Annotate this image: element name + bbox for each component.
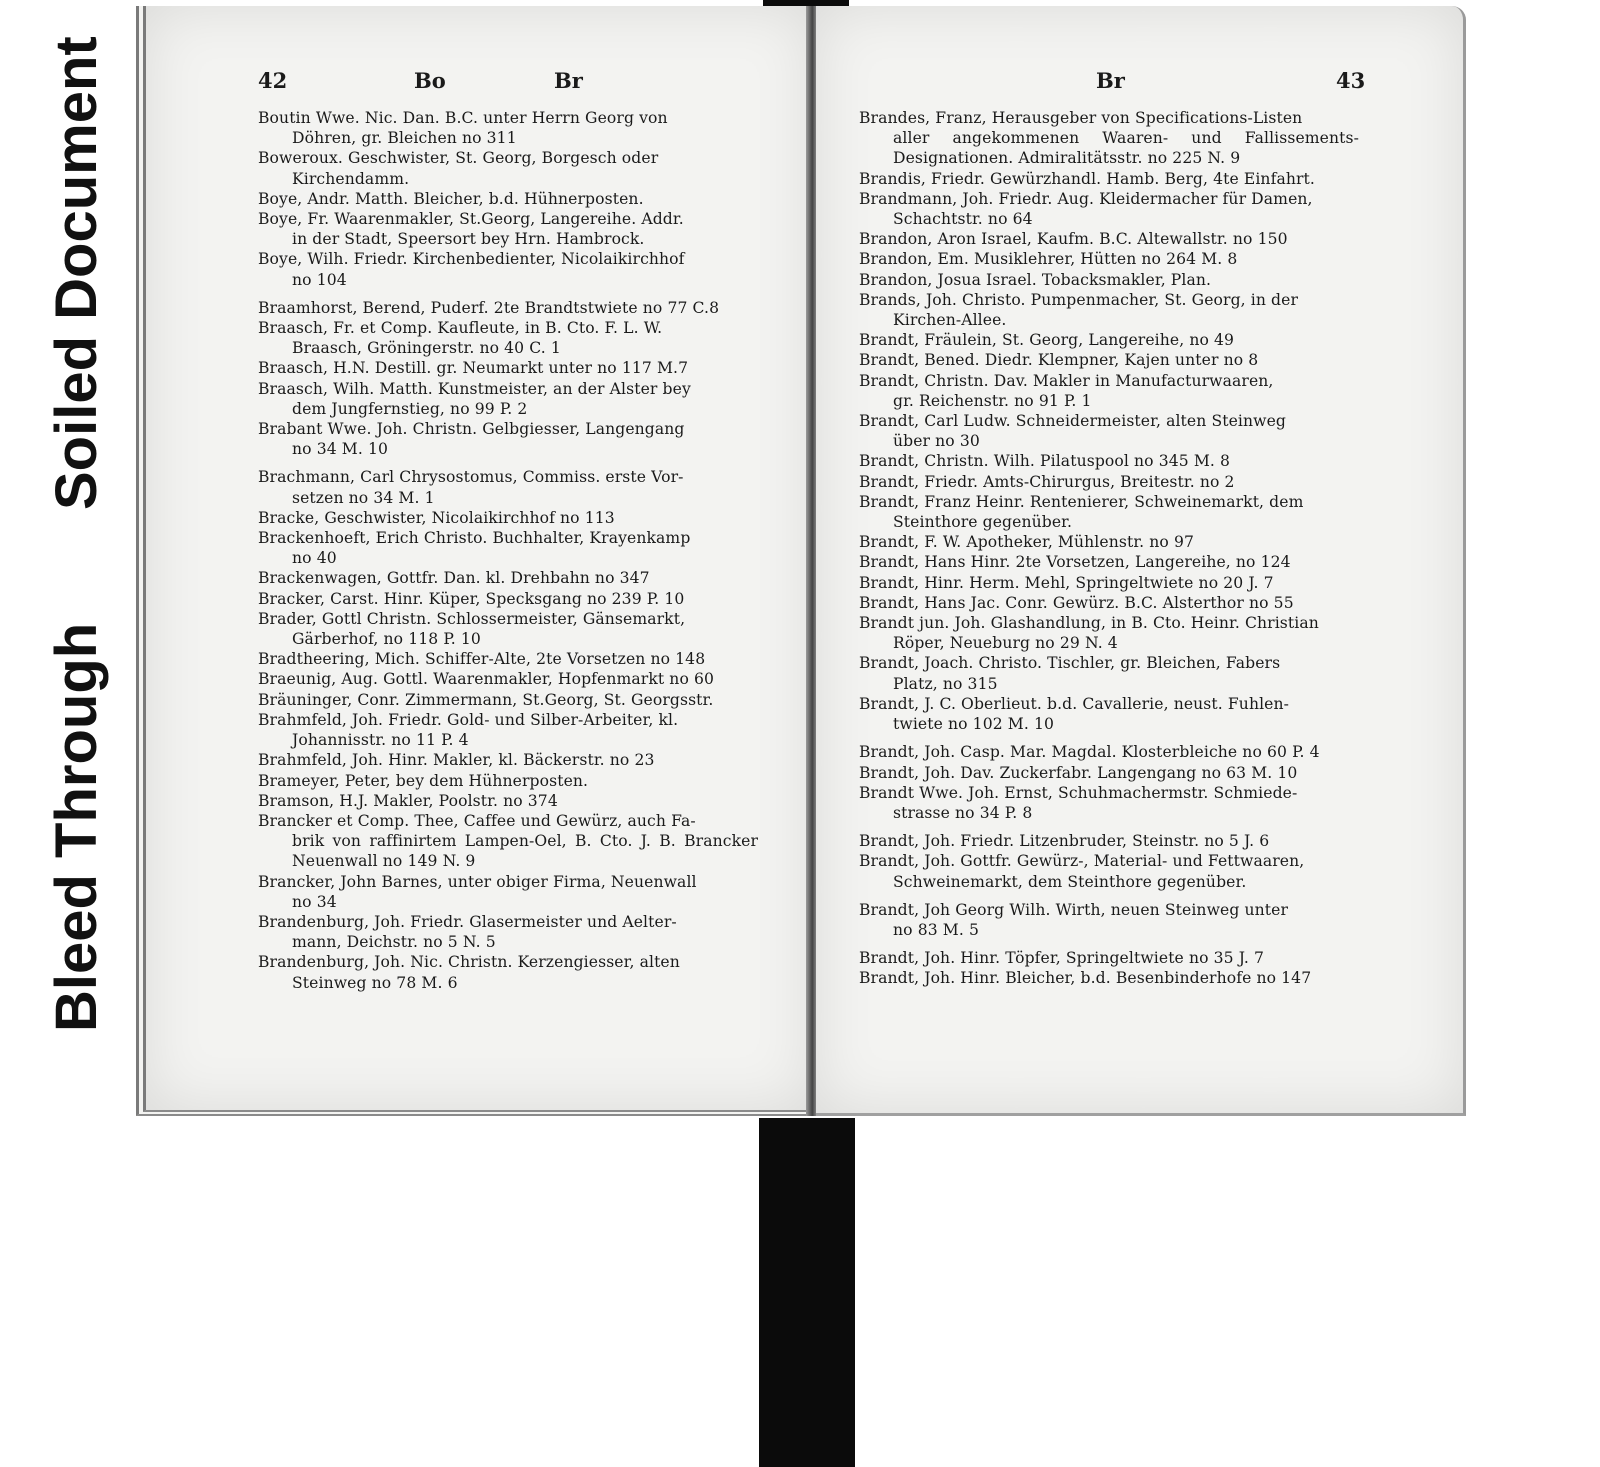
left-page-header bbox=[146, 68, 812, 98]
page-number-left: 42 bbox=[258, 68, 288, 93]
entry-line-1: Brandt, Joh Georg Wilh. Wirth, neuen Steinweg unter bbox=[859, 900, 1289, 919]
entry-line-2: Röper, Neueburg no 29 N. 4 bbox=[893, 634, 1118, 653]
directory-entry bbox=[859, 108, 1359, 169]
entry-line-1: Brahmfeld, Joh. Hinr. Makler, kl. Bäckerstr. no 23 bbox=[258, 751, 655, 770]
entry-line-1: Boutin Wwe. Nic. Dan. B.C. unter Herrn Georg von bbox=[258, 109, 668, 127]
directory-entry bbox=[258, 690, 758, 710]
entry-line-1: Brandt, Hans Jac. Conr. Gewürz. B.C. Alsterthor no 55 bbox=[859, 593, 1294, 612]
directory-entry bbox=[258, 358, 758, 378]
directory-entry bbox=[859, 948, 1359, 968]
directory-entry bbox=[258, 710, 758, 750]
entry-line-1: Brandes, Franz, Herausgeber von Specifications-Listen bbox=[859, 109, 1303, 127]
directory-entry bbox=[859, 330, 1359, 350]
entry-line-1: Brandenburg, Joh. Nic. Christn. Kerzengiesser, alten bbox=[258, 953, 680, 972]
entry-line-1: Brachmann, Carl Chrysostomus, Commiss. erste Vor- bbox=[258, 468, 684, 487]
directory-entry bbox=[258, 649, 758, 669]
entry-line-1: Brandt, Franz Heinr. Rentenierer, Schweinemarkt, dem bbox=[859, 492, 1304, 511]
entry-line-2: über no 30 bbox=[893, 432, 980, 451]
entry-line-2: Steinweg no 78 M. 6 bbox=[292, 973, 458, 992]
directory-entry bbox=[859, 613, 1359, 653]
entry-line-1: Brandt, J. C. Oberlieut. b.d. Cavallerie, neust. Fuhlen- bbox=[859, 694, 1290, 713]
right-page-header bbox=[816, 68, 1463, 98]
entry-line-2: in der Stadt, Speersort bey Hrn. Hambrock. bbox=[292, 230, 645, 249]
entry-line-1: Brandt, Hinr. Herm. Mehl, Springeltwiete no 20 J. 7 bbox=[859, 573, 1274, 592]
entry-line-1: Brandt, Christn. Wilh. Pilatuspool no 345 M. 8 bbox=[859, 452, 1231, 471]
entry-line-1: Brandt, Joh. Casp. Mar. Magdal. Klosterbleiche no 60 P. 4 bbox=[859, 743, 1320, 762]
entry-line-2: brik von raffinirtem Lampen-Oel, B. Cto. J. B. Brancker Neuenwall no 149 N. 9 bbox=[292, 832, 758, 871]
entry-line-1: Brandt, Hans Hinr. 2te Vorsetzen, Langereihe, no 124 bbox=[859, 553, 1291, 572]
entry-line-1: Brader, Gottl Christn. Schlossermeister, Gänsemarkt, bbox=[258, 609, 686, 628]
entry-line-1: Brandt Wwe. Joh. Ernst, Schuhmachermstr. Schmiede- bbox=[859, 783, 1298, 802]
entry-line-1: Brandt, Fräulein, St. Georg, Langereihe, no 49 bbox=[859, 331, 1235, 350]
entry-line-1: Brandenburg, Joh. Friedr. Glasermeister und Aelter- bbox=[258, 912, 677, 931]
entry-line-1: Brandt, F. W. Apotheker, Mühlenstr. no 97 bbox=[859, 533, 1194, 552]
directory-entry bbox=[859, 229, 1359, 249]
entry-line-2: mann, Deichstr. no 5 N. 5 bbox=[292, 933, 496, 952]
entry-line-1: Brahmfeld, Joh. Friedr. Gold- und Silber-Arbeiter, kl. bbox=[258, 710, 679, 729]
directory-entry bbox=[859, 411, 1359, 451]
entry-line-1: Braeunig, Aug. Gottl. Waarenmakler, Hopfenmarkt no 60 bbox=[258, 670, 715, 689]
directory-entry bbox=[258, 148, 758, 188]
entry-line-1: Bramson, H.J. Makler, Poolstr. no 374 bbox=[258, 791, 558, 810]
directory-entry bbox=[859, 900, 1359, 940]
directory-entry bbox=[258, 379, 758, 419]
directory-entry bbox=[258, 467, 758, 507]
entry-line-1: Braasch, H.N. Destill. gr. Neumarkt unter no 117 M.7 bbox=[258, 359, 689, 378]
entry-line-2: no 104 bbox=[292, 270, 347, 289]
directory-entry bbox=[859, 851, 1359, 891]
directory-entry bbox=[258, 419, 758, 459]
entry-line-1: Brameyer, Peter, bey dem Hühnerposten. bbox=[258, 771, 589, 790]
entry-line-1: Boye, Fr. Waarenmakler, St.Georg, Langereihe. Addr. bbox=[258, 210, 684, 229]
entry-line-1: Brandon, Aron Israel, Kaufm. B.C. Altewallstr. no 150 bbox=[859, 230, 1288, 249]
right-entries-list bbox=[859, 108, 1359, 989]
entry-line-1: Bracker, Carst. Hinr. Küper, Specksgang no 239 P. 10 bbox=[258, 589, 685, 608]
directory-entry bbox=[258, 209, 758, 249]
directory-entry bbox=[859, 573, 1359, 593]
directory-entry bbox=[258, 811, 758, 872]
entry-line-1: Brands, Joh. Christo. Pumpenmacher, St. Georg, in der bbox=[859, 290, 1299, 309]
entry-line-1: Braasch, Fr. et Comp. Kaufleute, in B. Cto. F. L. W. bbox=[258, 319, 663, 338]
entry-line-1: Boweroux. Geschwister, St. Georg, Borgesch oder bbox=[258, 149, 659, 168]
directory-entry bbox=[258, 771, 758, 791]
directory-entry bbox=[859, 763, 1359, 783]
entry-line-2: Döhren, gr. Bleichen no 311 bbox=[292, 129, 517, 148]
entry-line-2: setzen no 34 M. 1 bbox=[292, 488, 435, 507]
entry-line-2: no 83 M. 5 bbox=[893, 920, 979, 939]
entry-line-1: Brandt, Joh. Hinr. Bleicher, b.d. Besenbinderhofe no 147 bbox=[859, 969, 1312, 988]
directory-entry bbox=[258, 912, 758, 952]
directory-entry bbox=[859, 783, 1359, 823]
entry-line-2: aller angekommenen Waaren- und Fallissements-Designationen. Admiralitätsstr. no 225 N. 9 bbox=[893, 129, 1359, 168]
running-head-left-bo: Bo bbox=[414, 68, 446, 93]
entry-line-1: Brandt, Carl Ludw. Schneidermeister, alten Steinweg bbox=[859, 412, 1287, 431]
open-book bbox=[136, 6, 1466, 1116]
entry-line-2: no 34 M. 10 bbox=[292, 440, 389, 459]
directory-entry bbox=[859, 742, 1359, 762]
directory-entry bbox=[859, 552, 1359, 572]
entry-line-1: Bradtheering, Mich. Schiffer-Alte, 2te Vorsetzen no 148 bbox=[258, 650, 706, 669]
directory-entry bbox=[258, 589, 758, 609]
directory-entry bbox=[859, 290, 1359, 330]
left-page bbox=[136, 6, 812, 1116]
entry-line-2: Gärberhof, no 118 P. 10 bbox=[292, 630, 481, 649]
entry-line-1: Braasch, Wilh. Matth. Kunstmeister, an der Alster bey bbox=[258, 379, 691, 398]
entry-line-1: Brandis, Friedr. Gewürzhandl. Hamb. Berg, 4te Einfahrt. bbox=[859, 169, 1315, 188]
directory-entry bbox=[258, 750, 758, 770]
entry-line-2: no 40 bbox=[292, 549, 337, 568]
directory-entry bbox=[859, 532, 1359, 552]
entry-line-1: Brackenwagen, Gottfr. Dan. kl. Drehbahn no 347 bbox=[258, 569, 650, 588]
bookmark-ribbon-bottom bbox=[759, 1118, 855, 1467]
entry-line-1: Brandt, Joach. Christo. Tischler, gr. Bleichen, Fabers bbox=[859, 654, 1281, 673]
directory-entry bbox=[258, 791, 758, 811]
entry-line-1: Boye, Andr. Matth. Bleicher, b.d. Hühnerposten. bbox=[258, 189, 644, 208]
directory-entry bbox=[859, 189, 1359, 229]
directory-entry bbox=[258, 669, 758, 689]
entry-line-1: Brandt, Joh. Dav. Zuckerfabr. Langengang no 63 M. 10 bbox=[859, 763, 1298, 782]
entry-line-1: Brandt, Joh. Gottfr. Gewürz-, Material- und Fettwaaren, bbox=[859, 852, 1305, 871]
directory-entry bbox=[859, 371, 1359, 411]
left-entries-list bbox=[258, 108, 758, 993]
directory-entry bbox=[258, 872, 758, 912]
entry-line-2: Steinthore gegenüber. bbox=[893, 513, 1073, 532]
directory-entry bbox=[258, 568, 758, 588]
directory-entry bbox=[258, 952, 758, 992]
entry-line-1: Brabant Wwe. Joh. Christn. Gelbgiesser, Langengang bbox=[258, 420, 685, 439]
directory-entry bbox=[859, 451, 1359, 471]
directory-entry bbox=[258, 318, 758, 358]
directory-entry bbox=[859, 694, 1359, 734]
entry-line-2: strasse no 34 P. 8 bbox=[893, 803, 1033, 822]
entry-line-1: Brancker et Comp. Thee, Caffee und Gewürz, auch Fa- bbox=[258, 811, 696, 830]
entry-line-2: no 34 bbox=[292, 892, 337, 911]
directory-entry bbox=[859, 968, 1359, 988]
entry-line-1: Brackenhoeft, Erich Christo. Buchhalter, Krayenkamp bbox=[258, 529, 691, 548]
entry-line-1: Braamhorst, Berend, Puderf. 2te Brandtstwiete no 77 C.8 bbox=[258, 298, 720, 317]
entry-line-1: Brandt, Christn. Dav. Makler in Manufacturwaaren, bbox=[859, 371, 1274, 390]
directory-entry bbox=[859, 249, 1359, 269]
right-page bbox=[816, 6, 1466, 1116]
entry-line-1: Brandt, Friedr. Amts-Chirurgus, Breitestr. no 2 bbox=[859, 472, 1235, 491]
entry-line-1: Brandon, Josua Israel. Tobacksmakler, Plan. bbox=[859, 270, 1212, 289]
entry-line-2: Braasch, Gröningerstr. no 40 C. 1 bbox=[292, 339, 561, 358]
entry-line-2: Johannisstr. no 11 P. 4 bbox=[292, 731, 469, 750]
entry-line-2: Schachtstr. no 64 bbox=[893, 210, 1033, 229]
entry-line-2: Kirchen-Allee. bbox=[893, 311, 1007, 330]
running-head-left-br: Br bbox=[554, 68, 583, 93]
entry-line-1: Brandt, Bened. Diedr. Klempner, Kajen unter no 8 bbox=[859, 351, 1259, 370]
entry-line-1: Bracke, Geschwister, Nicolaikirchhof no 113 bbox=[258, 508, 615, 527]
entry-line-2: dem Jungfernstieg, no 99 P. 2 bbox=[292, 399, 528, 418]
entry-line-2: Kirchendamm. bbox=[292, 169, 410, 188]
directory-entry bbox=[258, 189, 758, 209]
directory-entry bbox=[258, 298, 758, 318]
directory-entry bbox=[859, 831, 1359, 851]
entry-line-1: Brandon, Em. Musiklehrer, Hütten no 264 M. 8 bbox=[859, 250, 1238, 269]
directory-entry bbox=[258, 508, 758, 528]
entry-line-2: gr. Reichenstr. no 91 P. 1 bbox=[893, 391, 1092, 410]
directory-entry bbox=[859, 492, 1359, 532]
directory-entry bbox=[258, 528, 758, 568]
entry-line-2: Platz, no 315 bbox=[893, 674, 998, 693]
directory-entry bbox=[859, 593, 1359, 613]
bleed-through-label: Bleed Through bbox=[42, 613, 112, 1042]
directory-entry bbox=[859, 653, 1359, 693]
directory-entry bbox=[258, 249, 758, 289]
directory-entry bbox=[258, 609, 758, 649]
soiled-document-label: Soiled Document bbox=[42, 26, 112, 520]
entry-line-1: Brandt, Joh. Friedr. Litzenbruder, Steinstr. no 5 J. 6 bbox=[859, 832, 1270, 851]
running-head-right-br: Br bbox=[1096, 68, 1125, 93]
entry-line-1: Bräuninger, Conr. Zimmermann, St.Georg, St. Georgsstr. bbox=[258, 690, 714, 709]
entry-line-1: Brancker, John Barnes, unter obiger Firma, Neuenwall bbox=[258, 872, 697, 891]
entry-line-2: Schweinemarkt, dem Steinthore gegenüber. bbox=[893, 872, 1247, 891]
directory-entry bbox=[859, 270, 1359, 290]
directory-entry bbox=[859, 350, 1359, 370]
directory-entry bbox=[258, 108, 758, 148]
entry-line-1: Brandt jun. Joh. Glashandlung, in B. Cto. Heinr. Christian bbox=[859, 614, 1319, 633]
entry-line-2: twiete no 102 M. 10 bbox=[893, 715, 1055, 734]
entry-line-1: Boye, Wilh. Friedr. Kirchenbedienter, Nicolaikirchhof bbox=[258, 250, 685, 269]
page-number-right: 43 bbox=[1336, 68, 1366, 93]
directory-entry bbox=[859, 472, 1359, 492]
directory-entry bbox=[859, 169, 1359, 189]
entry-line-1: Brandt, Joh. Hinr. Töpfer, Springeltwiete no 35 J. 7 bbox=[859, 949, 1265, 968]
entry-line-1: Brandmann, Joh. Friedr. Aug. Kleidermacher für Damen, bbox=[859, 189, 1313, 208]
